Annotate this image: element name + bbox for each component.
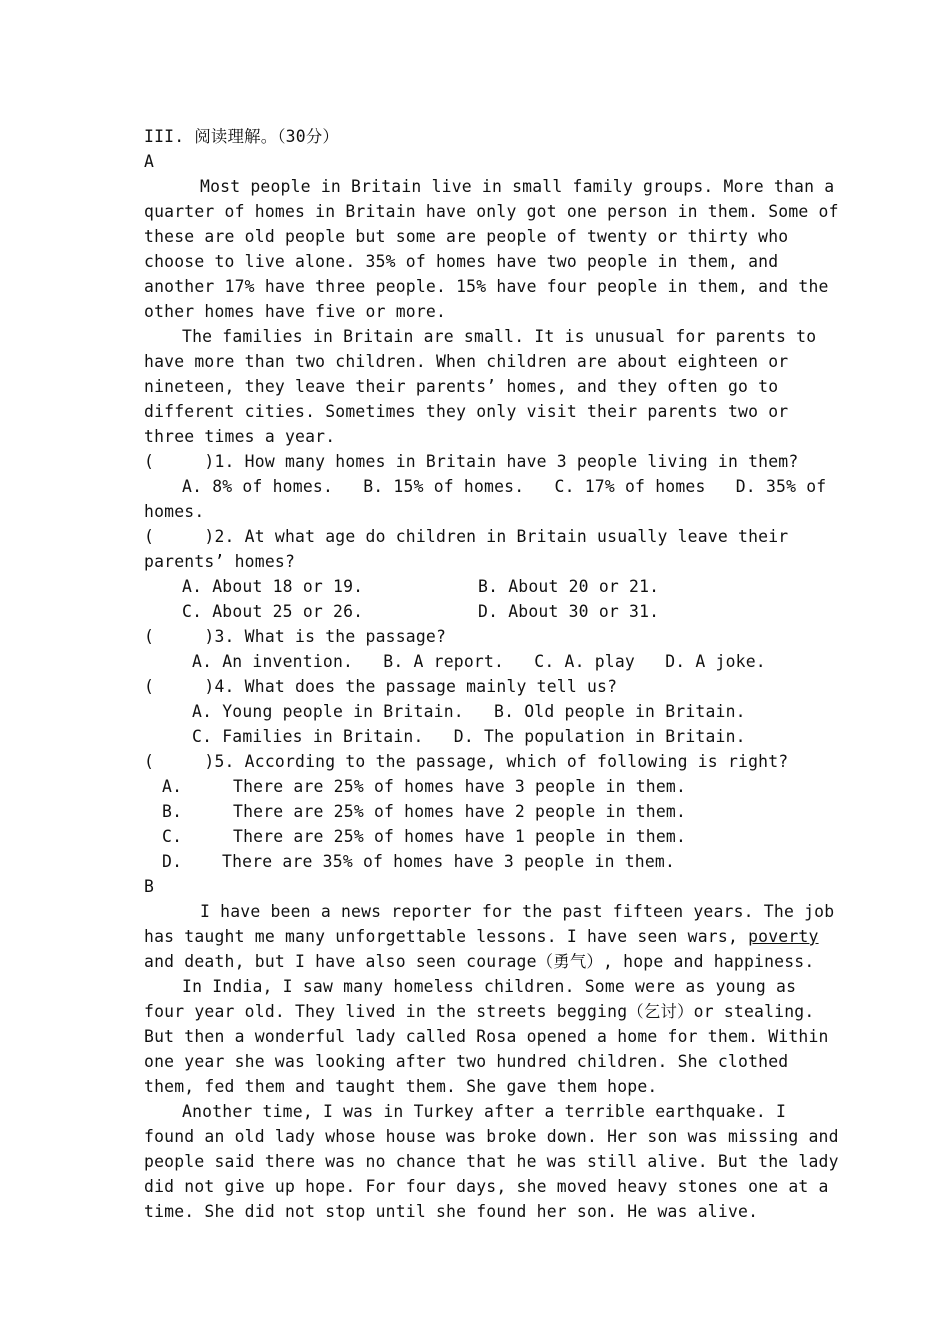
passage-a-line: The families in Britain are small. It is unusual for parents to (182, 327, 817, 346)
question-1-options: A. 8% of homes. B. 15% of homes. C. 17% of homes D. 35% of (182, 477, 827, 496)
passage-b-label: B (144, 877, 155, 896)
passage-a-line: have more than two children. When children are about eighteen or (144, 352, 789, 371)
passage-b-line: I have been a news reporter for the past fifteen years. The job (200, 902, 835, 921)
question-5-option-c: There are 25% of homes have 1 people in them. (233, 827, 687, 846)
question-1: ( )1. How many homes in Britain have 3 people living in them? (144, 452, 799, 471)
passage-b-line: time. She did not stop until she found her son. He was alive. (144, 1202, 759, 1221)
section-title: III. 阅读理解。（30分） (144, 127, 340, 146)
passage-b-line: In India, I saw many homeless children. Some were as young as (182, 977, 797, 996)
question-2-option-d: D. About 30 or 31. (478, 602, 660, 621)
question-2-option-c: C. About 25 or 26. (182, 602, 364, 621)
question-3: ( )3. What is the passage? (144, 627, 447, 646)
passage-b-line: But then a wonderful lady called Rosa opened a home for them. Within (144, 1027, 829, 1046)
passage-b-line: Another time, I was in Turkey after a terrible earthquake. I (182, 1102, 787, 1121)
question-5-letter-d: D. (162, 852, 183, 871)
question-4: ( )4. What does the passage mainly tell us? (144, 677, 618, 696)
passage-b-line: found an old lady whose house was broke down. Her son was missing and (144, 1127, 839, 1146)
question-5-option-d: There are 35% of homes have 3 people in them. (222, 852, 676, 871)
passage-a-line: these are old people but some are people of twenty or thirty who (144, 227, 789, 246)
question-5-option-b: There are 25% of homes have 2 people in them. (233, 802, 687, 821)
question-5-letter-c: C. (162, 827, 183, 846)
passage-b-text: has taught me many unforgettable lessons. I have seen wars, (144, 927, 749, 946)
passage-a-label: A (144, 152, 155, 171)
question-5-option-a: There are 25% of homes have 3 people in them. (233, 777, 687, 796)
passage-b-line: them, fed them and taught them. She gave them hope. (144, 1077, 658, 1096)
passage-a-line: quarter of homes in Britain have only got one person in them. Some of (144, 202, 839, 221)
passage-a-line: nineteen, they leave their parents’ homes, and they often go to (144, 377, 779, 396)
passage-b-line: people said there was no chance that he was still alive. But the lady (144, 1152, 839, 1171)
question-2: ( )2. At what age do children in Britain usually leave their (144, 527, 789, 546)
passage-b-line (144, 924, 819, 949)
passage-b-line: four year old. They lived in the streets begging（乞讨）or stealing. (144, 1002, 815, 1021)
passage-b-line: one year she was looking after two hundred children. She clothed (144, 1052, 789, 1071)
question-5-letter-a: A. (162, 777, 183, 796)
question-2-option-a: A. About 18 or 19. (182, 577, 364, 596)
question-2-option-b: B. About 20 or 21. (478, 577, 660, 596)
passage-a-line: another 17% have three people. 15% have four people in them, and the (144, 277, 829, 296)
question-3-options: A. An invention. B. A report. C. A. play D. A joke. (192, 652, 766, 671)
passage-a-line: three times a year. (144, 427, 336, 446)
passage-a-line: different cities. Sometimes they only visit their parents two or (144, 402, 789, 421)
passage-a-line: other homes have five or more. (144, 302, 447, 321)
question-4-options-cd: C. Families in Britain. D. The population in Britain. (192, 727, 746, 746)
passage-b-line: and death, but I have also seen courage（勇气）, hope and happiness. (144, 952, 815, 971)
question-4-options-ab: A. Young people in Britain. B. Old people in Britain. (192, 702, 746, 721)
question-2-wrap: parents’ homes? (144, 552, 296, 571)
passage-b-line: did not give up hope. For four days, she moved heavy stones one at a (144, 1177, 829, 1196)
question-5: ( )5. According to the passage, which of following is right? (144, 752, 789, 771)
passage-a-line: choose to live alone. 35% of homes have two people in them, and (144, 252, 779, 271)
question-1-options-wrap: homes. (144, 502, 205, 521)
underlined-word: poverty (748, 927, 819, 946)
question-5-letter-b: B. (162, 802, 183, 821)
passage-a-line: Most people in Britain live in small family groups. More than a (200, 177, 835, 196)
